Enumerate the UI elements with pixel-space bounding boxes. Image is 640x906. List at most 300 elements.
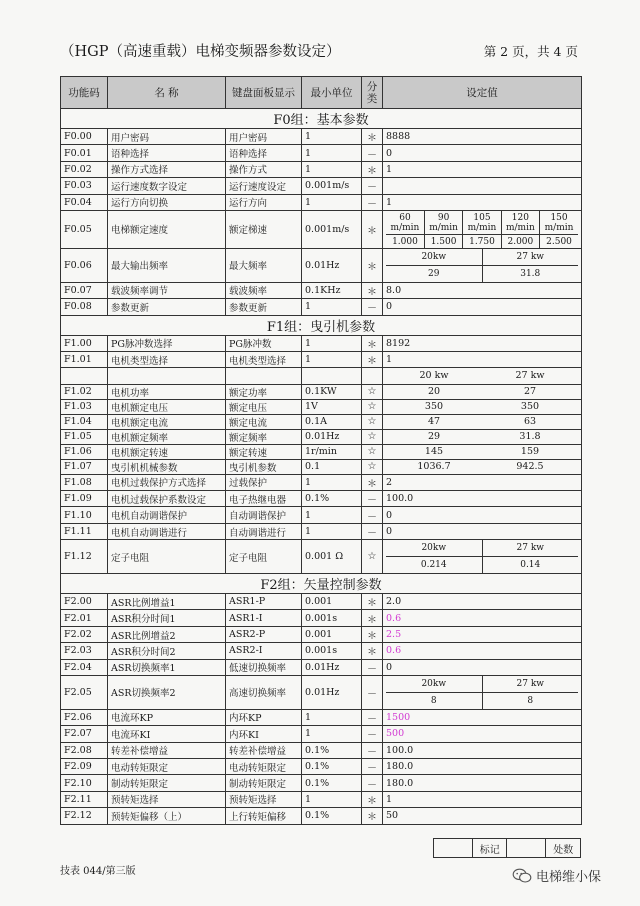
table-row xyxy=(61,507,582,523)
page-number: 第 2 页，共 4 页 xyxy=(483,44,578,59)
param-name: 曳引机机械参数 xyxy=(108,459,226,474)
panel-display: 额定电压 xyxy=(226,399,302,414)
panel-display: 上行转矩偏移 xyxy=(226,808,302,824)
param-code: F1.03 xyxy=(61,399,108,414)
table-row xyxy=(61,675,582,709)
table-row xyxy=(61,742,582,758)
motor-values xyxy=(383,429,582,444)
param-name: 电机自动调谐保护 xyxy=(108,507,226,523)
min-unit: 0.01Hz xyxy=(302,659,362,675)
table-row xyxy=(61,791,582,807)
footer-mark-box xyxy=(433,838,581,858)
param-code: F2.08 xyxy=(61,742,108,758)
kw-value: 29 xyxy=(386,265,482,281)
motor-values xyxy=(383,444,582,459)
table-row xyxy=(61,399,582,414)
kw-header: 20 kw xyxy=(419,370,449,382)
col-category-header: 分类 xyxy=(362,77,383,109)
table-row xyxy=(61,282,582,298)
panel-display: 额定电流 xyxy=(226,414,302,429)
speed-option: 90 m/min xyxy=(424,211,462,235)
table-row xyxy=(61,248,582,282)
section-heading xyxy=(61,315,582,335)
category-mark: ☆ xyxy=(362,399,383,414)
speed-value: 1.000 xyxy=(386,235,424,248)
param-code: F2.00 xyxy=(61,594,108,610)
speed-option: 105 m/min xyxy=(463,211,501,235)
param-code: F1.11 xyxy=(61,523,108,539)
param-code: F0.00 xyxy=(61,129,108,145)
min-unit: 0.1KW xyxy=(302,384,362,399)
param-code: F1.08 xyxy=(61,474,108,490)
param-code: F2.12 xyxy=(61,808,108,824)
table-row xyxy=(61,540,582,574)
parameter-table xyxy=(60,76,582,825)
rated-speed-values xyxy=(383,210,582,248)
table-row xyxy=(61,610,582,626)
col-code-header: 功能码 xyxy=(61,77,108,109)
table-header-row xyxy=(61,77,582,109)
setting-value: 100.0 xyxy=(383,491,582,507)
motor-values xyxy=(383,399,582,414)
param-code: F1.05 xyxy=(61,429,108,444)
speed-value: 2.500 xyxy=(546,236,572,247)
param-code: F0.08 xyxy=(61,299,108,315)
category-mark: － xyxy=(362,659,383,675)
kw-value: 0.214 xyxy=(386,557,482,573)
table-row xyxy=(61,351,582,367)
panel-display: ASR1-P xyxy=(226,594,302,610)
param-code: F2.10 xyxy=(61,775,108,791)
table-row xyxy=(61,299,582,315)
motor-values xyxy=(383,414,582,429)
table-row xyxy=(61,178,582,194)
kw-value: 31.8 xyxy=(520,268,541,279)
panel-display: 预转矩选择 xyxy=(226,791,302,807)
panel-display: 语种选择 xyxy=(226,145,302,161)
param-code: F2.01 xyxy=(61,610,108,626)
min-unit: 1 xyxy=(302,791,362,807)
panel-display: 自动调谐保护 xyxy=(226,507,302,523)
category-mark: ＊ xyxy=(362,210,383,248)
param-name: 运行速度数字设定 xyxy=(108,178,226,194)
table-row xyxy=(61,459,582,474)
min-unit: 0.001m/s xyxy=(302,210,362,248)
min-unit: 0.01Hz xyxy=(302,675,362,709)
setting-value: 180.0 xyxy=(383,775,582,791)
kw-header: 27 kw xyxy=(482,249,578,265)
param-name: 操作方式选择 xyxy=(108,161,226,177)
setting-value: 2.0 xyxy=(383,594,582,610)
setting-value: 8.0 xyxy=(383,282,582,298)
panel-display: 载波频率 xyxy=(226,282,302,298)
table-row xyxy=(61,444,582,459)
min-unit: 1 xyxy=(302,129,362,145)
min-unit: 0.1% xyxy=(302,742,362,758)
setting-value: 2.5 xyxy=(383,626,582,642)
kw-values xyxy=(383,675,582,709)
param-name: 载波频率调节 xyxy=(108,282,226,298)
panel-display: 内环KP xyxy=(226,709,302,725)
category-mark: － xyxy=(362,491,383,507)
param-name: 电流环KP xyxy=(108,709,226,725)
panel-display: 自动调谐进行 xyxy=(226,523,302,539)
panel-display: 内环KI xyxy=(226,726,302,742)
panel-display: 额定梯速 xyxy=(226,210,302,248)
speed-option: 60 m/min xyxy=(386,211,424,235)
table-row xyxy=(61,384,582,399)
setting-value: 1 xyxy=(383,161,582,177)
param-name: ASR切换频率2 xyxy=(108,675,226,709)
param-code: F0.02 xyxy=(61,161,108,177)
param-code: F1.02 xyxy=(61,384,108,399)
category-mark: － xyxy=(362,145,383,161)
setting-value: 0 xyxy=(383,659,582,675)
setting-value: 0.6 xyxy=(383,643,582,659)
min-unit: 0.1KHz xyxy=(302,282,362,298)
kw-value: 8 xyxy=(527,695,534,706)
category-mark: ☆ xyxy=(362,429,383,444)
category-mark: ＊ xyxy=(362,643,383,659)
kw-value: 942.5 xyxy=(516,461,544,473)
table-row xyxy=(61,145,582,161)
param-name: 电机过载保护系数设定 xyxy=(108,491,226,507)
kw-header-row xyxy=(61,368,582,384)
min-unit: 1 xyxy=(302,299,362,315)
category-mark: ＊ xyxy=(362,351,383,367)
min-unit: 1r/min xyxy=(302,444,362,459)
kw-header: 27 kw xyxy=(482,540,578,556)
speed-option: 150 m/min xyxy=(540,211,578,235)
category-mark: ＊ xyxy=(362,282,383,298)
setting-value: 8192 xyxy=(383,335,582,351)
panel-display: 额定频率 xyxy=(226,429,302,444)
param-code: F0.03 xyxy=(61,178,108,194)
param-name: ASR积分时间1 xyxy=(108,610,226,626)
param-name: ASR比例增益1 xyxy=(108,594,226,610)
param-code: F1.04 xyxy=(61,414,108,429)
table-row xyxy=(61,594,582,610)
section-heading xyxy=(61,574,582,594)
speed-value: 1.500 xyxy=(424,235,462,248)
panel-display: 最大频率 xyxy=(226,248,302,282)
setting-value: 500 xyxy=(383,726,582,742)
category-mark: ＊ xyxy=(362,161,383,177)
panel-display: 用户密码 xyxy=(226,129,302,145)
panel-display: ASR1-I xyxy=(226,610,302,626)
param-code: F0.05 xyxy=(61,210,108,248)
category-mark: － xyxy=(362,726,383,742)
table-row xyxy=(61,659,582,675)
table-row xyxy=(61,474,582,490)
min-unit: 0.001s xyxy=(302,610,362,626)
category-mark: ＊ xyxy=(362,626,383,642)
kw-value: 47 xyxy=(427,416,441,428)
setting-value: 1 xyxy=(383,351,582,367)
param-code: F2.07 xyxy=(61,726,108,742)
kw-header: 20kw xyxy=(386,540,482,556)
min-unit: 1 xyxy=(302,351,362,367)
table-row xyxy=(61,523,582,539)
speed-option: 120 m/min xyxy=(501,211,539,235)
panel-display: 制动转矩限定 xyxy=(226,775,302,791)
param-code: F2.05 xyxy=(61,675,108,709)
watermark-text: 电梯维小保 xyxy=(536,870,602,885)
category-mark: ＊ xyxy=(362,335,383,351)
param-name: 转差补偿增益 xyxy=(108,742,226,758)
panel-display: 曳引机参数 xyxy=(226,459,302,474)
category-mark: ☆ xyxy=(362,459,383,474)
category-mark: ☆ xyxy=(362,414,383,429)
speed-value: 2.000 xyxy=(501,235,539,248)
category-mark: ☆ xyxy=(362,444,383,459)
min-unit: 0.001 xyxy=(302,594,362,610)
kw-header: 27 kw xyxy=(482,676,578,692)
param-code: F1.10 xyxy=(61,507,108,523)
param-code: F0.07 xyxy=(61,282,108,298)
param-code: F1.06 xyxy=(61,444,108,459)
document-title: （HGP（高速重载）电梯变频器参数设定） xyxy=(60,44,341,60)
min-unit: 0.01Hz xyxy=(302,429,362,444)
panel-display: 操作方式 xyxy=(226,161,302,177)
col-unit-header: 最小单位 xyxy=(302,77,362,109)
setting-value xyxy=(383,178,582,194)
category-mark: － xyxy=(362,299,383,315)
param-name: ASR积分时间2 xyxy=(108,643,226,659)
param-name: 电机自动调谐进行 xyxy=(108,523,226,539)
section-title: F2组：矢量控制参数 xyxy=(61,574,582,594)
min-unit: 0.001 Ω xyxy=(302,540,362,574)
panel-display: 运行方向 xyxy=(226,194,302,210)
table-row xyxy=(61,709,582,725)
min-unit: 0.001 xyxy=(302,626,362,642)
param-code: F1.09 xyxy=(61,491,108,507)
kw-values xyxy=(383,248,582,282)
setting-value: 0 xyxy=(383,507,582,523)
category-mark: ＊ xyxy=(362,248,383,282)
table-row xyxy=(61,808,582,824)
section-title: F1组：曳引机参数 xyxy=(61,315,582,335)
footer-mark-label: 标记 xyxy=(473,839,507,857)
min-unit: 1V xyxy=(302,399,362,414)
min-unit: 1 xyxy=(302,145,362,161)
param-name: ASR比例增益2 xyxy=(108,626,226,642)
panel-display: 过载保护 xyxy=(226,474,302,490)
category-mark: － xyxy=(362,775,383,791)
panel-display: 定子电阻 xyxy=(226,540,302,574)
param-code: F2.11 xyxy=(61,791,108,807)
category-mark: － xyxy=(362,709,383,725)
section-heading xyxy=(61,109,582,129)
table-row xyxy=(61,194,582,210)
table-row xyxy=(61,491,582,507)
param-code: F1.12 xyxy=(61,540,108,574)
param-code: F0.06 xyxy=(61,248,108,282)
param-code: F1.07 xyxy=(61,459,108,474)
param-name: 定子电阻 xyxy=(108,540,226,574)
footer-count-label: 处数 xyxy=(553,844,574,856)
category-mark: － xyxy=(362,194,383,210)
kw-value: 145 xyxy=(424,446,444,458)
category-mark: ＊ xyxy=(362,791,383,807)
kw-value: 0.14 xyxy=(520,560,541,571)
watermark xyxy=(512,866,601,885)
param-name: 电机额定电压 xyxy=(108,399,226,414)
min-unit: 1 xyxy=(302,161,362,177)
document-number: 技表 044/第三版 xyxy=(60,866,136,877)
setting-value: 100.0 xyxy=(383,742,582,758)
setting-value: 1500 xyxy=(383,709,582,725)
category-mark: ☆ xyxy=(362,540,383,574)
min-unit: 0.1A xyxy=(302,414,362,429)
kw-header: 20kw xyxy=(386,676,482,692)
table-row xyxy=(61,758,582,774)
panel-display: 额定功率 xyxy=(226,384,302,399)
panel-display: 运行速度设定 xyxy=(226,178,302,194)
min-unit: 0.1 xyxy=(302,459,362,474)
col-value-header: 设定值 xyxy=(383,77,582,109)
wechat-icon xyxy=(512,868,532,884)
category-mark: － xyxy=(362,178,383,194)
param-name: 电流环KI xyxy=(108,726,226,742)
min-unit: 0.001s xyxy=(302,643,362,659)
param-name: 电机功率 xyxy=(108,384,226,399)
param-name: 电机类型选择 xyxy=(108,351,226,367)
min-unit: 1 xyxy=(302,726,362,742)
panel-display: ASR2-P xyxy=(226,626,302,642)
param-code: F0.01 xyxy=(61,145,108,161)
param-code: F1.01 xyxy=(61,351,108,367)
table-row xyxy=(61,210,582,248)
setting-value: 8888 xyxy=(383,129,582,145)
table-row xyxy=(61,414,582,429)
setting-value: 2 xyxy=(383,474,582,490)
category-mark: － xyxy=(362,523,383,539)
param-name: 制动转矩限定 xyxy=(108,775,226,791)
table-row xyxy=(61,335,582,351)
category-mark: ＊ xyxy=(362,610,383,626)
panel-display: 参数更新 xyxy=(226,299,302,315)
kw-value: 27 xyxy=(523,386,537,398)
setting-value: 0.6 xyxy=(383,610,582,626)
min-unit: 1 xyxy=(302,335,362,351)
category-mark: － xyxy=(362,742,383,758)
param-name: 电机过载保护方式选择 xyxy=(108,474,226,490)
kw-value: 63 xyxy=(523,416,537,428)
param-name: PG脉冲数选择 xyxy=(108,335,226,351)
param-code: F2.06 xyxy=(61,709,108,725)
min-unit: 0.01Hz xyxy=(302,248,362,282)
kw-header: 27 kw xyxy=(515,370,545,382)
param-code: F2.09 xyxy=(61,758,108,774)
kw-values xyxy=(383,540,582,574)
param-name: 电动转矩限定 xyxy=(108,758,226,774)
setting-value: 0 xyxy=(383,145,582,161)
min-unit: 0.001m/s xyxy=(302,178,362,194)
kw-value: 8 xyxy=(386,692,482,708)
col-name-header: 名 称 xyxy=(108,77,226,109)
speed-value: 1.750 xyxy=(463,235,501,248)
motor-values xyxy=(383,459,582,474)
motor-values xyxy=(383,384,582,399)
table-row xyxy=(61,775,582,791)
panel-display: 低速切换频率 xyxy=(226,659,302,675)
kw-value: 31.8 xyxy=(519,431,541,443)
setting-value: 0 xyxy=(383,299,582,315)
setting-value: 180.0 xyxy=(383,758,582,774)
panel-display: 高速切换频率 xyxy=(226,675,302,709)
kw-header: 20kw xyxy=(386,249,482,265)
param-name: 电机额定频率 xyxy=(108,429,226,444)
min-unit: 0.1% xyxy=(302,758,362,774)
min-unit: 1 xyxy=(302,523,362,539)
table-row xyxy=(61,643,582,659)
panel-display: 电子热继电器 xyxy=(226,491,302,507)
param-name: 电梯额定速度 xyxy=(108,210,226,248)
table-row xyxy=(61,429,582,444)
table-row xyxy=(61,726,582,742)
min-unit: 1 xyxy=(302,507,362,523)
param-name: 参数更新 xyxy=(108,299,226,315)
param-name: 用户密码 xyxy=(108,129,226,145)
setting-value: 1 xyxy=(383,791,582,807)
param-code: F2.03 xyxy=(61,643,108,659)
table-row xyxy=(61,129,582,145)
kw-value: 350 xyxy=(424,401,444,413)
min-unit: 1 xyxy=(302,709,362,725)
category-mark: ＊ xyxy=(362,808,383,824)
category-mark: ＊ xyxy=(362,129,383,145)
setting-value: 1 xyxy=(383,194,582,210)
setting-value: 50 xyxy=(383,808,582,824)
param-code: F1.00 xyxy=(61,335,108,351)
min-unit: 0.1% xyxy=(302,775,362,791)
param-name: 预转矩选择 xyxy=(108,791,226,807)
min-unit: 0.1% xyxy=(302,491,362,507)
category-mark: － xyxy=(362,507,383,523)
kw-value: 350 xyxy=(520,401,540,413)
table-row xyxy=(61,626,582,642)
param-code: F0.04 xyxy=(61,194,108,210)
panel-display: PG脉冲数 xyxy=(226,335,302,351)
param-name: ASR切换频率1 xyxy=(108,659,226,675)
panel-display: 转差补偿增益 xyxy=(226,742,302,758)
min-unit: 1 xyxy=(302,194,362,210)
min-unit: 1 xyxy=(302,474,362,490)
param-name: 电机额定转速 xyxy=(108,444,226,459)
kw-value: 20 xyxy=(427,386,441,398)
kw-value: 1036.7 xyxy=(417,461,451,473)
kw-headers xyxy=(383,368,582,384)
param-name: 运行方向切换 xyxy=(108,194,226,210)
min-unit: 0.1% xyxy=(302,808,362,824)
panel-display: 额定转速 xyxy=(226,444,302,459)
category-mark: ☆ xyxy=(362,384,383,399)
section-title: F0组：基本参数 xyxy=(61,109,582,129)
param-name: 最大输出频率 xyxy=(108,248,226,282)
table-row xyxy=(61,161,582,177)
panel-display: 电机类型选择 xyxy=(226,351,302,367)
param-name: 电机额定电流 xyxy=(108,414,226,429)
param-code: F2.02 xyxy=(61,626,108,642)
panel-display: 电动转矩限定 xyxy=(226,758,302,774)
param-name: 语种选择 xyxy=(108,145,226,161)
param-code: F2.04 xyxy=(61,659,108,675)
category-mark: ＊ xyxy=(362,474,383,490)
kw-value: 29 xyxy=(427,431,441,443)
panel-display: ASR2-I xyxy=(226,643,302,659)
category-mark: － xyxy=(362,758,383,774)
